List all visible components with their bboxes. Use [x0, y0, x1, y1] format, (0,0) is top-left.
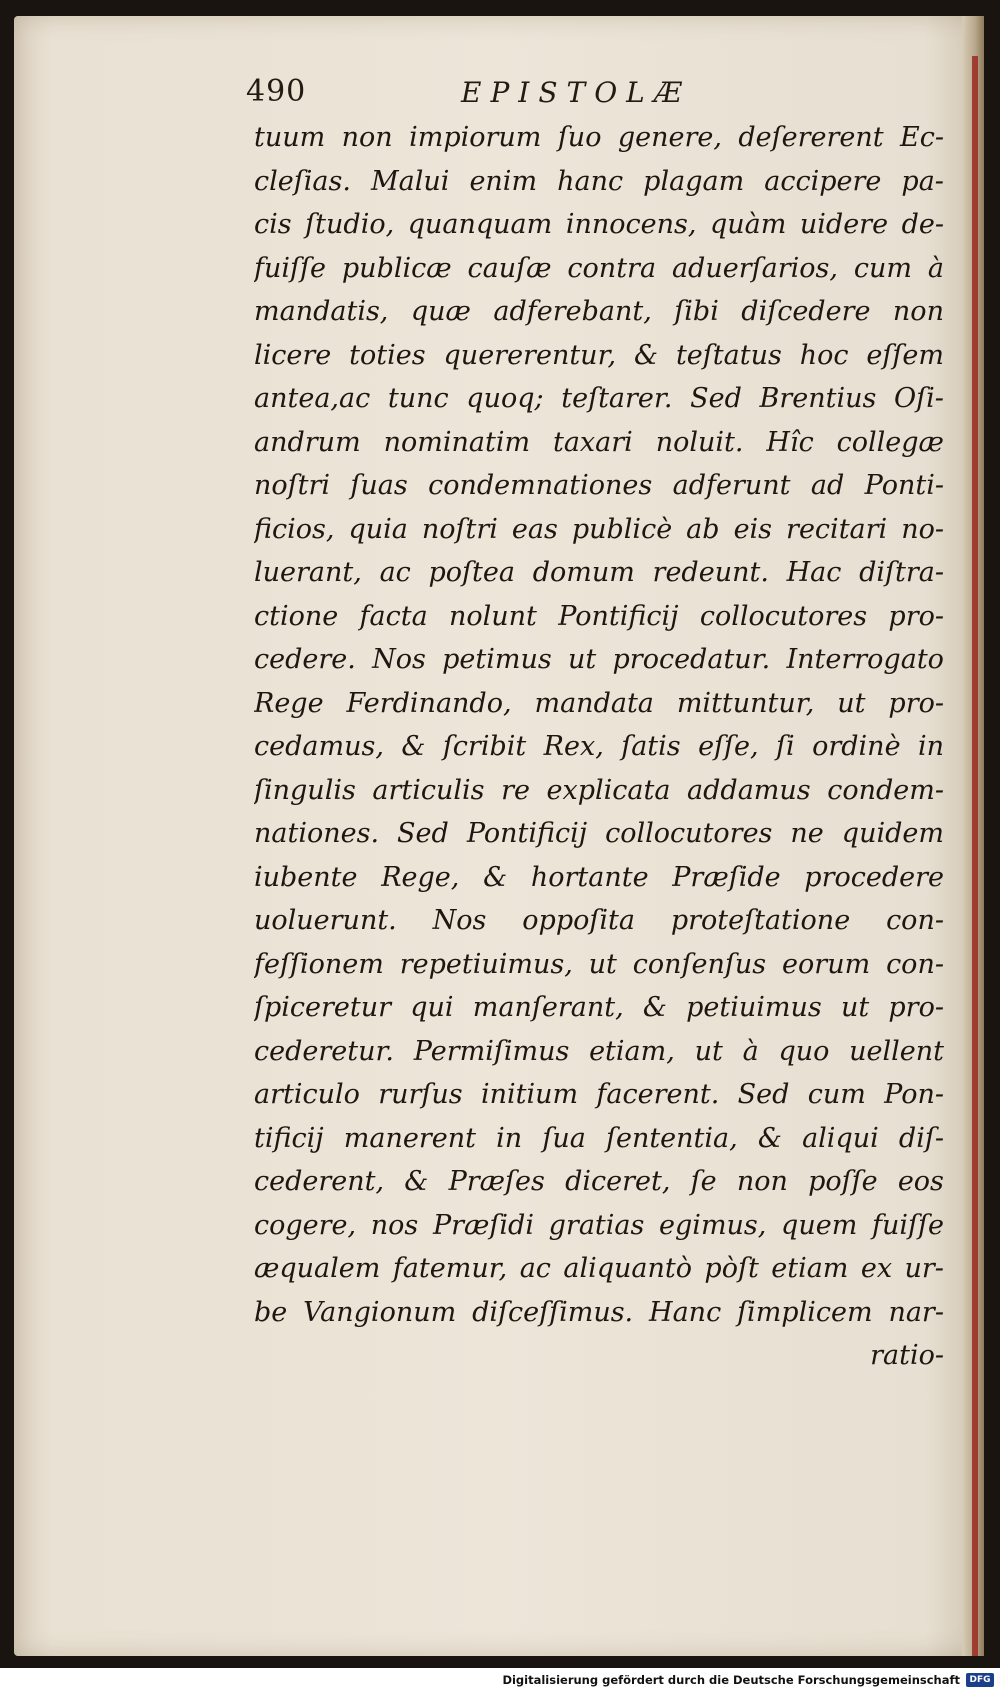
text-line: [254, 769, 944, 813]
word: Malui: [370, 165, 450, 197]
footer-bar: [0, 1668, 1000, 1693]
word: &: [404, 1166, 429, 1197]
word: etiam,: [589, 1035, 675, 1067]
word: eis: [733, 513, 773, 545]
word: con-: [886, 905, 944, 936]
word: ſimplicem: [737, 1296, 873, 1328]
word: condem-: [827, 774, 944, 806]
page-number: 490: [246, 74, 307, 109]
word: oppoſita: [522, 905, 635, 936]
word: accipere: [764, 165, 882, 197]
word: Rege: [254, 687, 324, 719]
binding-strip: [972, 56, 978, 1656]
word: quia: [348, 513, 408, 545]
word: aliquantò: [563, 1253, 692, 1284]
text-line: [254, 377, 944, 421]
word: pro-: [888, 687, 944, 719]
word: hortante: [530, 861, 649, 893]
word: domum: [532, 557, 635, 588]
word: pro-: [888, 600, 944, 632]
word: Præſes: [448, 1166, 545, 1197]
word: adferebant,: [493, 296, 652, 327]
word: quàm: [709, 209, 787, 240]
word: toties: [349, 339, 426, 371]
word: cedamus,: [254, 731, 384, 762]
word: nos: [370, 1209, 419, 1241]
word: mandata: [534, 687, 654, 719]
text-line: [254, 160, 944, 204]
word: petiuimus: [686, 992, 822, 1023]
word: ctione: [254, 600, 339, 632]
text-line: [254, 1160, 944, 1204]
word: Vangionum: [303, 1296, 457, 1328]
word: Rege,: [381, 861, 460, 893]
text-line: [254, 943, 944, 987]
text-line: [254, 334, 944, 378]
word: licere: [254, 339, 332, 371]
word: ad: [810, 470, 845, 501]
word: pro-: [888, 992, 944, 1023]
word: noſtri: [421, 513, 498, 545]
word: addamus: [687, 774, 811, 806]
word: Interrogato: [786, 644, 944, 675]
word: articulo: [254, 1079, 360, 1110]
text-line: [254, 508, 944, 552]
word: quo: [778, 1035, 830, 1067]
word: diceret,: [565, 1166, 671, 1197]
word: &: [757, 1122, 782, 1154]
word: ſtudio,: [305, 209, 395, 240]
word: plagam: [643, 165, 745, 197]
word: fuiſſe: [871, 1209, 944, 1241]
word: cis: [254, 209, 292, 240]
word: qui: [410, 992, 454, 1023]
text-line: [254, 682, 944, 726]
word: noſtri: [254, 470, 331, 501]
word: ſingulis: [254, 774, 356, 806]
word: ſua: [542, 1122, 586, 1154]
word: Pon-: [884, 1079, 944, 1110]
word: Hîc: [766, 426, 814, 458]
word: aliqui: [802, 1122, 879, 1154]
word: teſtatus: [675, 339, 782, 371]
word: ut: [694, 1035, 723, 1067]
word: cauſæ: [467, 252, 552, 284]
text-line: [254, 464, 944, 508]
word: procedatur.: [612, 644, 771, 675]
word: nationes.: [254, 818, 380, 849]
word: cogere,: [254, 1209, 357, 1241]
running-head-title: EPISTOLÆ: [461, 76, 691, 109]
body-text: [254, 116, 944, 1378]
word: à: [927, 252, 944, 284]
word: eſſe,: [698, 731, 759, 762]
word: etiam: [771, 1253, 849, 1284]
word: uellent: [849, 1035, 944, 1067]
word: ſibi: [674, 296, 719, 327]
word: redeunt.: [652, 557, 769, 588]
word: articulis: [372, 774, 485, 806]
word: ne: [790, 818, 824, 849]
word: aduerſarios,: [671, 252, 838, 284]
word: ut: [568, 644, 597, 675]
word: nominatim: [383, 426, 531, 458]
word: ſententia,: [605, 1122, 738, 1154]
word: collocutores: [699, 600, 868, 632]
word: facerent.: [596, 1079, 720, 1110]
word: &: [642, 992, 667, 1023]
word: cederetur.: [254, 1035, 395, 1067]
word: ex: [860, 1253, 893, 1284]
word: æqualem: [254, 1253, 381, 1284]
word: ac: [379, 557, 411, 588]
word: in: [496, 1122, 523, 1154]
word: tuum: [254, 122, 326, 153]
word: noluit.: [655, 426, 744, 458]
text-line: [254, 203, 944, 247]
word: quererentur,: [443, 339, 617, 371]
word: ficios,: [254, 513, 335, 545]
text-line: [254, 1334, 944, 1378]
word: Oſi-: [894, 383, 944, 414]
word: manerent: [343, 1122, 476, 1154]
word: ordinè: [812, 731, 901, 762]
word: Rex,: [543, 731, 604, 762]
word: teſtarer.: [561, 383, 673, 414]
word: rurſus: [378, 1079, 463, 1110]
word: cum: [853, 252, 912, 284]
word: quoq;: [466, 383, 544, 414]
word: no-: [901, 513, 944, 545]
word: quidem: [841, 818, 944, 849]
word: Hanc: [649, 1296, 722, 1328]
word: cedere.: [254, 644, 356, 675]
word: collegæ: [836, 426, 944, 458]
word: nolunt: [449, 600, 537, 632]
word: quæ: [410, 296, 471, 327]
text-line: [254, 812, 944, 856]
word: &: [401, 731, 426, 762]
word: adferunt: [672, 470, 791, 501]
word: antea,ac: [254, 383, 371, 414]
text-line: [254, 1030, 944, 1074]
word: quem: [781, 1209, 858, 1241]
word: ſe: [690, 1166, 717, 1197]
word: tunc: [387, 383, 449, 414]
word: de-: [901, 209, 944, 240]
word: repetiuimus,: [399, 948, 573, 980]
word: diſceſſimus.: [472, 1296, 634, 1328]
word: ſatis: [621, 731, 681, 762]
word: innocens,: [565, 209, 697, 240]
word: à: [742, 1035, 759, 1067]
word: in: [917, 731, 944, 762]
book-page: [14, 16, 984, 1656]
running-head: [246, 70, 896, 114]
word: ac: [519, 1253, 551, 1284]
word: Hac: [786, 557, 842, 588]
word: tificij: [254, 1122, 324, 1154]
word: initium: [480, 1079, 579, 1110]
word: Nos: [432, 905, 487, 936]
word: cleſias.: [254, 165, 351, 197]
word: uidere: [799, 209, 889, 240]
word: ſuo: [557, 122, 602, 153]
text-line: [254, 551, 944, 595]
text-line: [254, 1073, 944, 1117]
word: fuiſſe: [254, 252, 326, 284]
text-line: [254, 421, 944, 465]
word: ſcribit: [442, 731, 527, 762]
word: Pontificij: [558, 600, 679, 632]
text-line: [254, 725, 944, 769]
word: collocutores: [605, 818, 773, 849]
word: impiorum: [409, 122, 542, 153]
word: ur-: [904, 1253, 944, 1284]
word: Nos: [372, 644, 426, 675]
word: Pontificij: [466, 818, 588, 849]
word: contra: [567, 252, 657, 284]
text-line: [254, 247, 944, 291]
word: poſtea: [428, 557, 515, 588]
text-line: [254, 1204, 944, 1248]
word: publicæ: [341, 252, 452, 284]
word: non: [341, 122, 393, 153]
word: iubente: [254, 861, 358, 893]
word: Sed: [690, 383, 742, 414]
text-line: [254, 1291, 944, 1335]
word: andrum: [254, 426, 361, 458]
text-line: [254, 986, 944, 1030]
word: diſtra-: [859, 557, 944, 588]
word: condemnationes: [428, 470, 653, 501]
word: hanc: [557, 165, 624, 197]
word: ut: [588, 948, 617, 980]
text-line: [254, 899, 944, 943]
text-line: [254, 116, 944, 160]
word: Brentius: [759, 383, 877, 414]
funding-credit: Digitalisierung gefördert durch die Deutsche Forschungsgemeinschaft: [502, 1673, 960, 1687]
word: pa-: [901, 165, 944, 197]
word: Præſidi: [432, 1209, 534, 1241]
word: poſſe: [808, 1166, 878, 1197]
word: procedere: [804, 861, 944, 893]
word: petimus: [442, 644, 552, 675]
word: quanquam: [407, 209, 553, 240]
word: non: [892, 296, 944, 327]
word: ſi: [776, 731, 795, 762]
text-line: [254, 595, 944, 639]
text-line: [254, 1247, 944, 1291]
text-line: [254, 1117, 944, 1161]
word: explicata: [546, 774, 671, 806]
word: luerant,: [254, 557, 362, 588]
word: nar-: [888, 1296, 944, 1328]
word: Præſide: [672, 861, 781, 893]
word: diſ-: [898, 1122, 944, 1154]
word: genere,: [617, 122, 722, 153]
word: eas: [511, 513, 558, 545]
word: cederent,: [254, 1166, 385, 1197]
word: gratias: [548, 1209, 645, 1241]
word: ratio-: [870, 1340, 944, 1371]
word: eos: [897, 1166, 944, 1197]
word: enim: [469, 165, 538, 197]
word: cum: [807, 1079, 866, 1110]
word: &: [483, 861, 508, 893]
word: feſſionem: [254, 948, 384, 980]
word: Ec-: [900, 122, 944, 153]
word: proteſtatione: [670, 905, 851, 936]
text-line: [254, 638, 944, 682]
word: egimus,: [659, 1209, 767, 1241]
word: non: [736, 1166, 788, 1197]
word: ut: [840, 992, 870, 1023]
word: publicè: [571, 513, 673, 545]
word: Permiſimus: [413, 1035, 570, 1067]
word: be: [254, 1296, 288, 1328]
word: diſcedere: [741, 296, 871, 327]
word: Sed: [397, 818, 449, 849]
word: mandatis,: [254, 296, 389, 327]
word: re: [501, 774, 530, 806]
text-line: [254, 290, 944, 334]
word: pòſt: [704, 1253, 759, 1284]
word: uoluerunt.: [254, 905, 397, 936]
word: mittuntur,: [676, 687, 815, 719]
word: eſſem: [866, 339, 944, 371]
word: facta: [359, 600, 428, 632]
word: taxari: [552, 426, 633, 458]
dfg-logo: DFG: [966, 1673, 994, 1687]
word: Ferdinando,: [346, 687, 512, 719]
word: manſerant,: [472, 992, 624, 1023]
text-line: [254, 856, 944, 900]
word: ſpiceretur: [254, 992, 392, 1023]
word: fatemur,: [392, 1253, 508, 1284]
word: Sed: [737, 1079, 790, 1110]
word: ut: [837, 687, 866, 719]
word: recitari: [786, 513, 888, 545]
word: &: [634, 339, 659, 371]
word: eorum: [782, 948, 871, 980]
word: hoc: [799, 339, 849, 371]
word: Ponti-: [864, 470, 944, 501]
word: ſuas: [350, 470, 408, 501]
word: deſererent: [738, 122, 884, 153]
word: con-: [886, 948, 944, 980]
word: conſenſus: [632, 948, 767, 980]
word: ab: [686, 513, 720, 545]
